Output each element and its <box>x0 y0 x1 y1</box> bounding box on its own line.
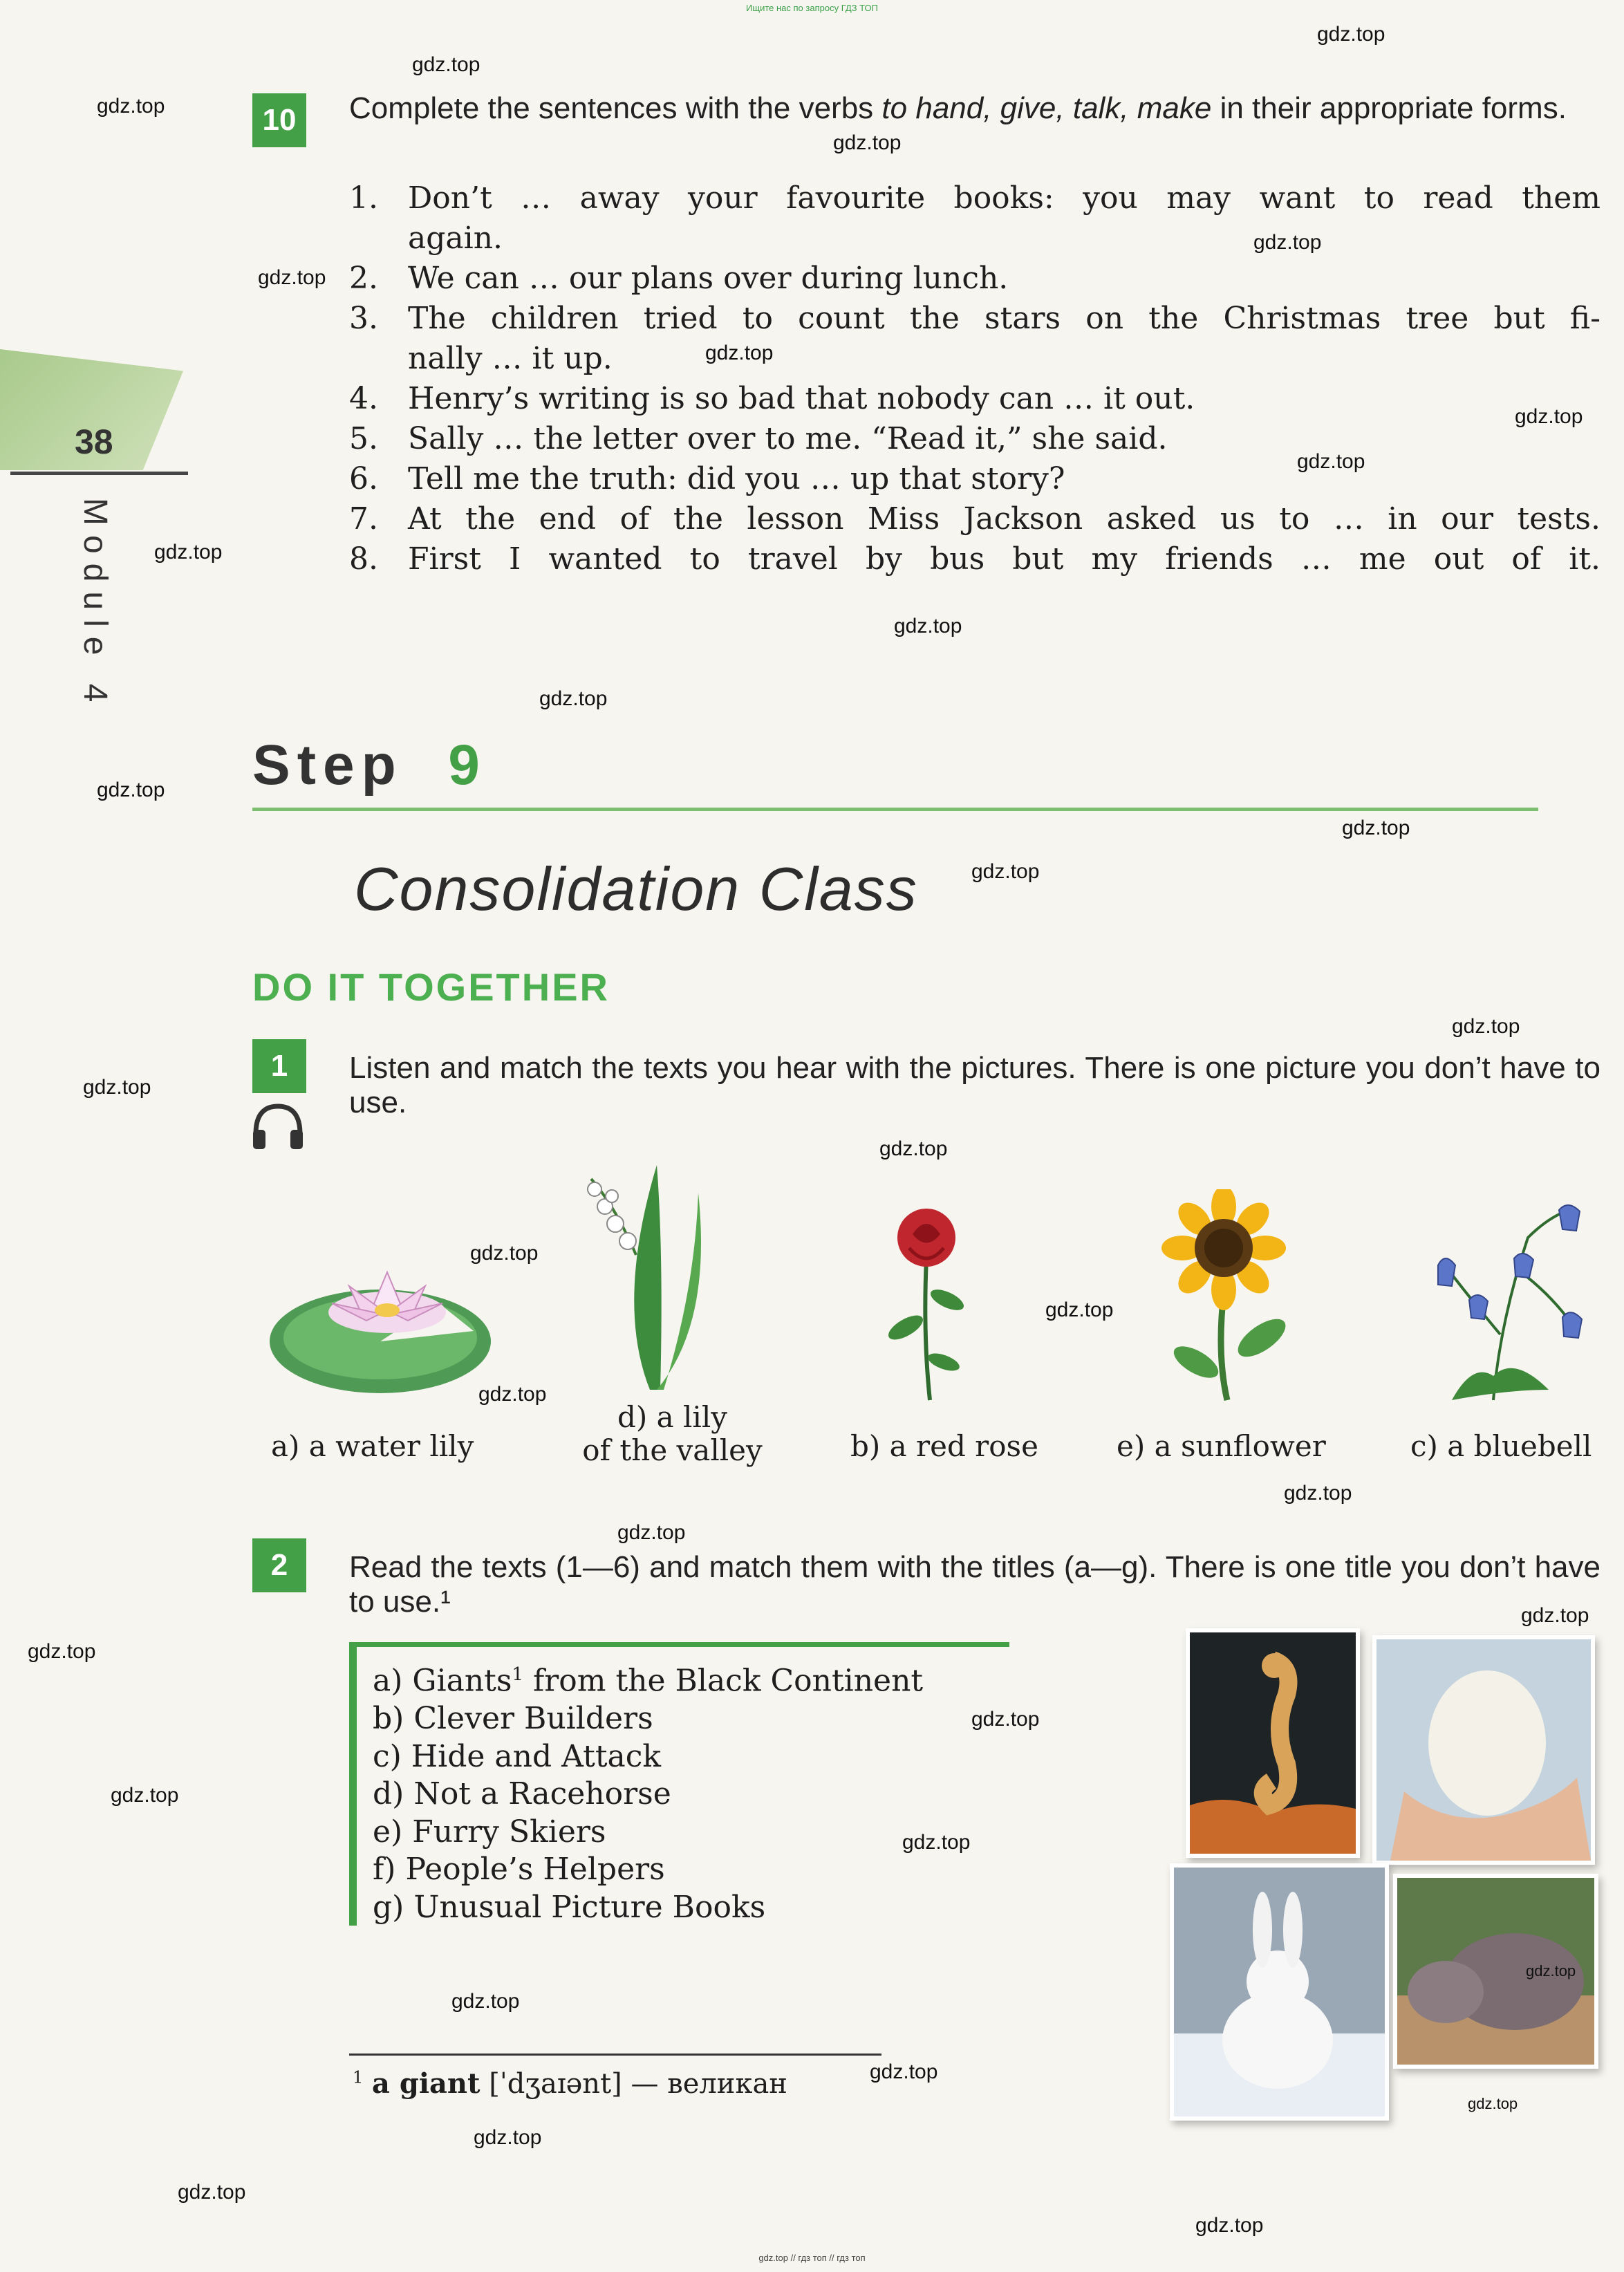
caption-bluebell: c) a bluebell <box>1410 1429 1592 1463</box>
watermark: gdz.top <box>1521 1604 1589 1627</box>
watermark: gdz.top <box>111 1784 179 1807</box>
item-continuation: nally … it up. <box>408 341 613 376</box>
caption-red-rose: b) a red rose <box>850 1429 1038 1463</box>
list-item <box>349 539 1600 579</box>
exercise-1-number: 1 <box>252 1039 306 1093</box>
watermark: gdz.top <box>1195 2214 1264 2237</box>
watermark: gdz.top <box>1284 1482 1352 1505</box>
caption-sunflower: e) a sunflower <box>1117 1429 1326 1463</box>
item-text: The children tried to count the stars on the Christmas tree but fi- <box>408 301 1600 336</box>
watermark: gdz.top <box>470 1242 539 1265</box>
watermark: gdz.top <box>539 687 608 710</box>
item-number: 3. <box>349 301 378 336</box>
watermark: gdz.top <box>1526 1962 1576 1980</box>
footnote-mark: 1 <box>353 2067 364 2087</box>
footnote-rule <box>349 2054 881 2056</box>
item-text: At the end of the lesson Miss Jackson asked us to … in our tests. <box>408 501 1600 537</box>
list-item <box>349 178 1600 218</box>
watermark: gdz.top <box>478 1383 547 1406</box>
step-title <box>252 733 487 798</box>
watermark: gdz.top <box>412 53 480 76</box>
title-text-end: from the Black Continent <box>523 1663 924 1699</box>
page-number: 38 <box>75 422 113 461</box>
watermark: gdz.top <box>97 779 165 801</box>
exercise-2-instruction: Read the texts (1—6) and match them with the titles (a—g). There is one title you don’t have to use.¹ <box>349 1550 1600 1619</box>
page-number-rule <box>10 472 188 475</box>
watermark: gdz.top <box>154 541 223 564</box>
caption-lily-line-1: d) a lily <box>617 1400 728 1434</box>
item-text: Tell me the truth: did you … up that story? <box>408 461 1065 496</box>
exercise-1-instruction: Listen and match the texts you hear with the pictures. There is one picture you don’t have to use. <box>349 1051 1600 1119</box>
footnote-dash: — <box>631 2068 659 2100</box>
top-note: Ищите нас по запросу ГДЗ ТОП <box>746 3 878 13</box>
watermark: gdz.top <box>474 2126 542 2149</box>
item-text: Henry’s writing is so bad that nobody can … it out. <box>408 381 1195 416</box>
step-label: Step <box>252 734 403 797</box>
section-heading: DO IT TOGETHER <box>252 965 610 1009</box>
list-item <box>349 459 1600 499</box>
watermark: gdz.top <box>902 1831 971 1854</box>
title-footnote-mark: 1 <box>512 1664 523 1685</box>
ostrich-egg-photo <box>1372 1635 1595 1865</box>
item-number: 6. <box>349 461 378 496</box>
list-item <box>349 379 1600 419</box>
titles-box-top-rule <box>349 1642 1009 1647</box>
watermark: gdz.top <box>178 2181 246 2204</box>
item-number: 2. <box>349 261 378 296</box>
watermark: gdz.top <box>1468 2095 1518 2112</box>
list-item <box>349 499 1600 539</box>
bluebell-picture <box>1410 1196 1597 1404</box>
watermark: gdz.top <box>894 615 962 637</box>
title-item: e) Furry Skiers <box>373 1814 606 1850</box>
bottom-note: gdz.top // гдз топ // гдз топ <box>758 2253 866 2263</box>
lily-of-the-valley-picture <box>574 1151 733 1393</box>
watermark: gdz.top <box>28 1640 96 1663</box>
title-item: f) People’s Helpers <box>373 1852 665 1888</box>
step-number: 9 <box>448 734 487 797</box>
caption-lily-line-2: of the valley <box>582 1433 763 1467</box>
watermark: gdz.top <box>617 1521 686 1544</box>
item-text: We can … our plans over during lunch. <box>408 261 1009 296</box>
item-number: 1. <box>349 180 378 216</box>
list-item <box>349 299 1600 339</box>
watermark: gdz.top <box>833 131 902 154</box>
title-item <box>373 1656 923 1700</box>
list-item <box>349 259 1600 299</box>
caption-water-lily: a) a water lily <box>271 1429 474 1463</box>
step-rule <box>252 808 1538 811</box>
watermark: gdz.top <box>1452 1015 1520 1038</box>
red-rose-picture <box>875 1196 978 1404</box>
item-text: Don’t … away your favourite books: you may want to read them <box>408 180 1600 216</box>
lesson-subtitle: Consolidation Class <box>354 855 918 923</box>
instruction-text: Complete the sentences with the verbs <box>349 91 882 125</box>
watermark: gdz.top <box>1297 450 1365 473</box>
exercise-10-list <box>349 178 1600 579</box>
watermark: gdz.top <box>1317 23 1385 46</box>
exercise-10-instruction <box>349 91 1600 126</box>
watermark: gdz.top <box>1253 231 1322 254</box>
title-item: g) Unusual Picture Books <box>373 1889 766 1925</box>
sunflower-picture <box>1148 1189 1307 1404</box>
exercise-10-number: 10 <box>252 93 306 147</box>
watermark: gdz.top <box>1342 817 1410 839</box>
footnote-word: a giant <box>372 2067 480 2100</box>
watermark: gdz.top <box>97 95 165 118</box>
titles-list <box>373 1656 923 1926</box>
watermark: gdz.top <box>705 342 774 364</box>
instruction-verbs: to hand, give, talk, make <box>881 91 1212 125</box>
seahorse-photo <box>1186 1628 1360 1858</box>
titles-box-side-rule <box>349 1642 357 1926</box>
footnote-translation: великан <box>667 2068 787 2100</box>
title-item: d) Not a Racehorse <box>373 1776 671 1812</box>
item-number: 7. <box>349 501 378 537</box>
module-label: Module 4 <box>77 498 113 712</box>
white-hare-photo <box>1170 1863 1389 2121</box>
list-item <box>349 419 1600 459</box>
watermark: gdz.top <box>258 266 326 289</box>
item-text: First I wanted to travel by bus but my friends … me out of it. <box>408 541 1600 577</box>
watermark: gdz.top <box>1515 405 1583 428</box>
watermark: gdz.top <box>870 2060 938 2083</box>
caption-lily-of-the-valley <box>574 1401 771 1467</box>
footnote-transcription: [ˈdʒaɪənt] <box>489 2068 622 2100</box>
exercise-2-number: 2 <box>252 1538 306 1592</box>
title-item: b) Clever Builders <box>373 1701 653 1737</box>
watermark: gdz.top <box>83 1076 151 1099</box>
item-continuation: again. <box>408 221 503 256</box>
item-number: 4. <box>349 381 378 416</box>
headphones-icon <box>250 1101 306 1153</box>
titles-box <box>349 1642 1009 1926</box>
footnote <box>353 2067 787 2100</box>
watermark: gdz.top <box>1045 1298 1114 1321</box>
title-text: a) Giants <box>373 1663 512 1699</box>
item-text: Sally … the letter over to me. “Read it,” she said. <box>408 421 1168 456</box>
watermark: gdz.top <box>971 1708 1040 1731</box>
title-item: c) Hide and Attack <box>373 1738 662 1774</box>
watermark: gdz.top <box>879 1137 948 1160</box>
item-number: 5. <box>349 421 378 456</box>
watermark: gdz.top <box>451 1990 520 2013</box>
item-number: 8. <box>349 541 378 577</box>
instruction-text-end: in their appropriate forms. <box>1211 91 1567 125</box>
watermark: gdz.top <box>971 860 1040 883</box>
